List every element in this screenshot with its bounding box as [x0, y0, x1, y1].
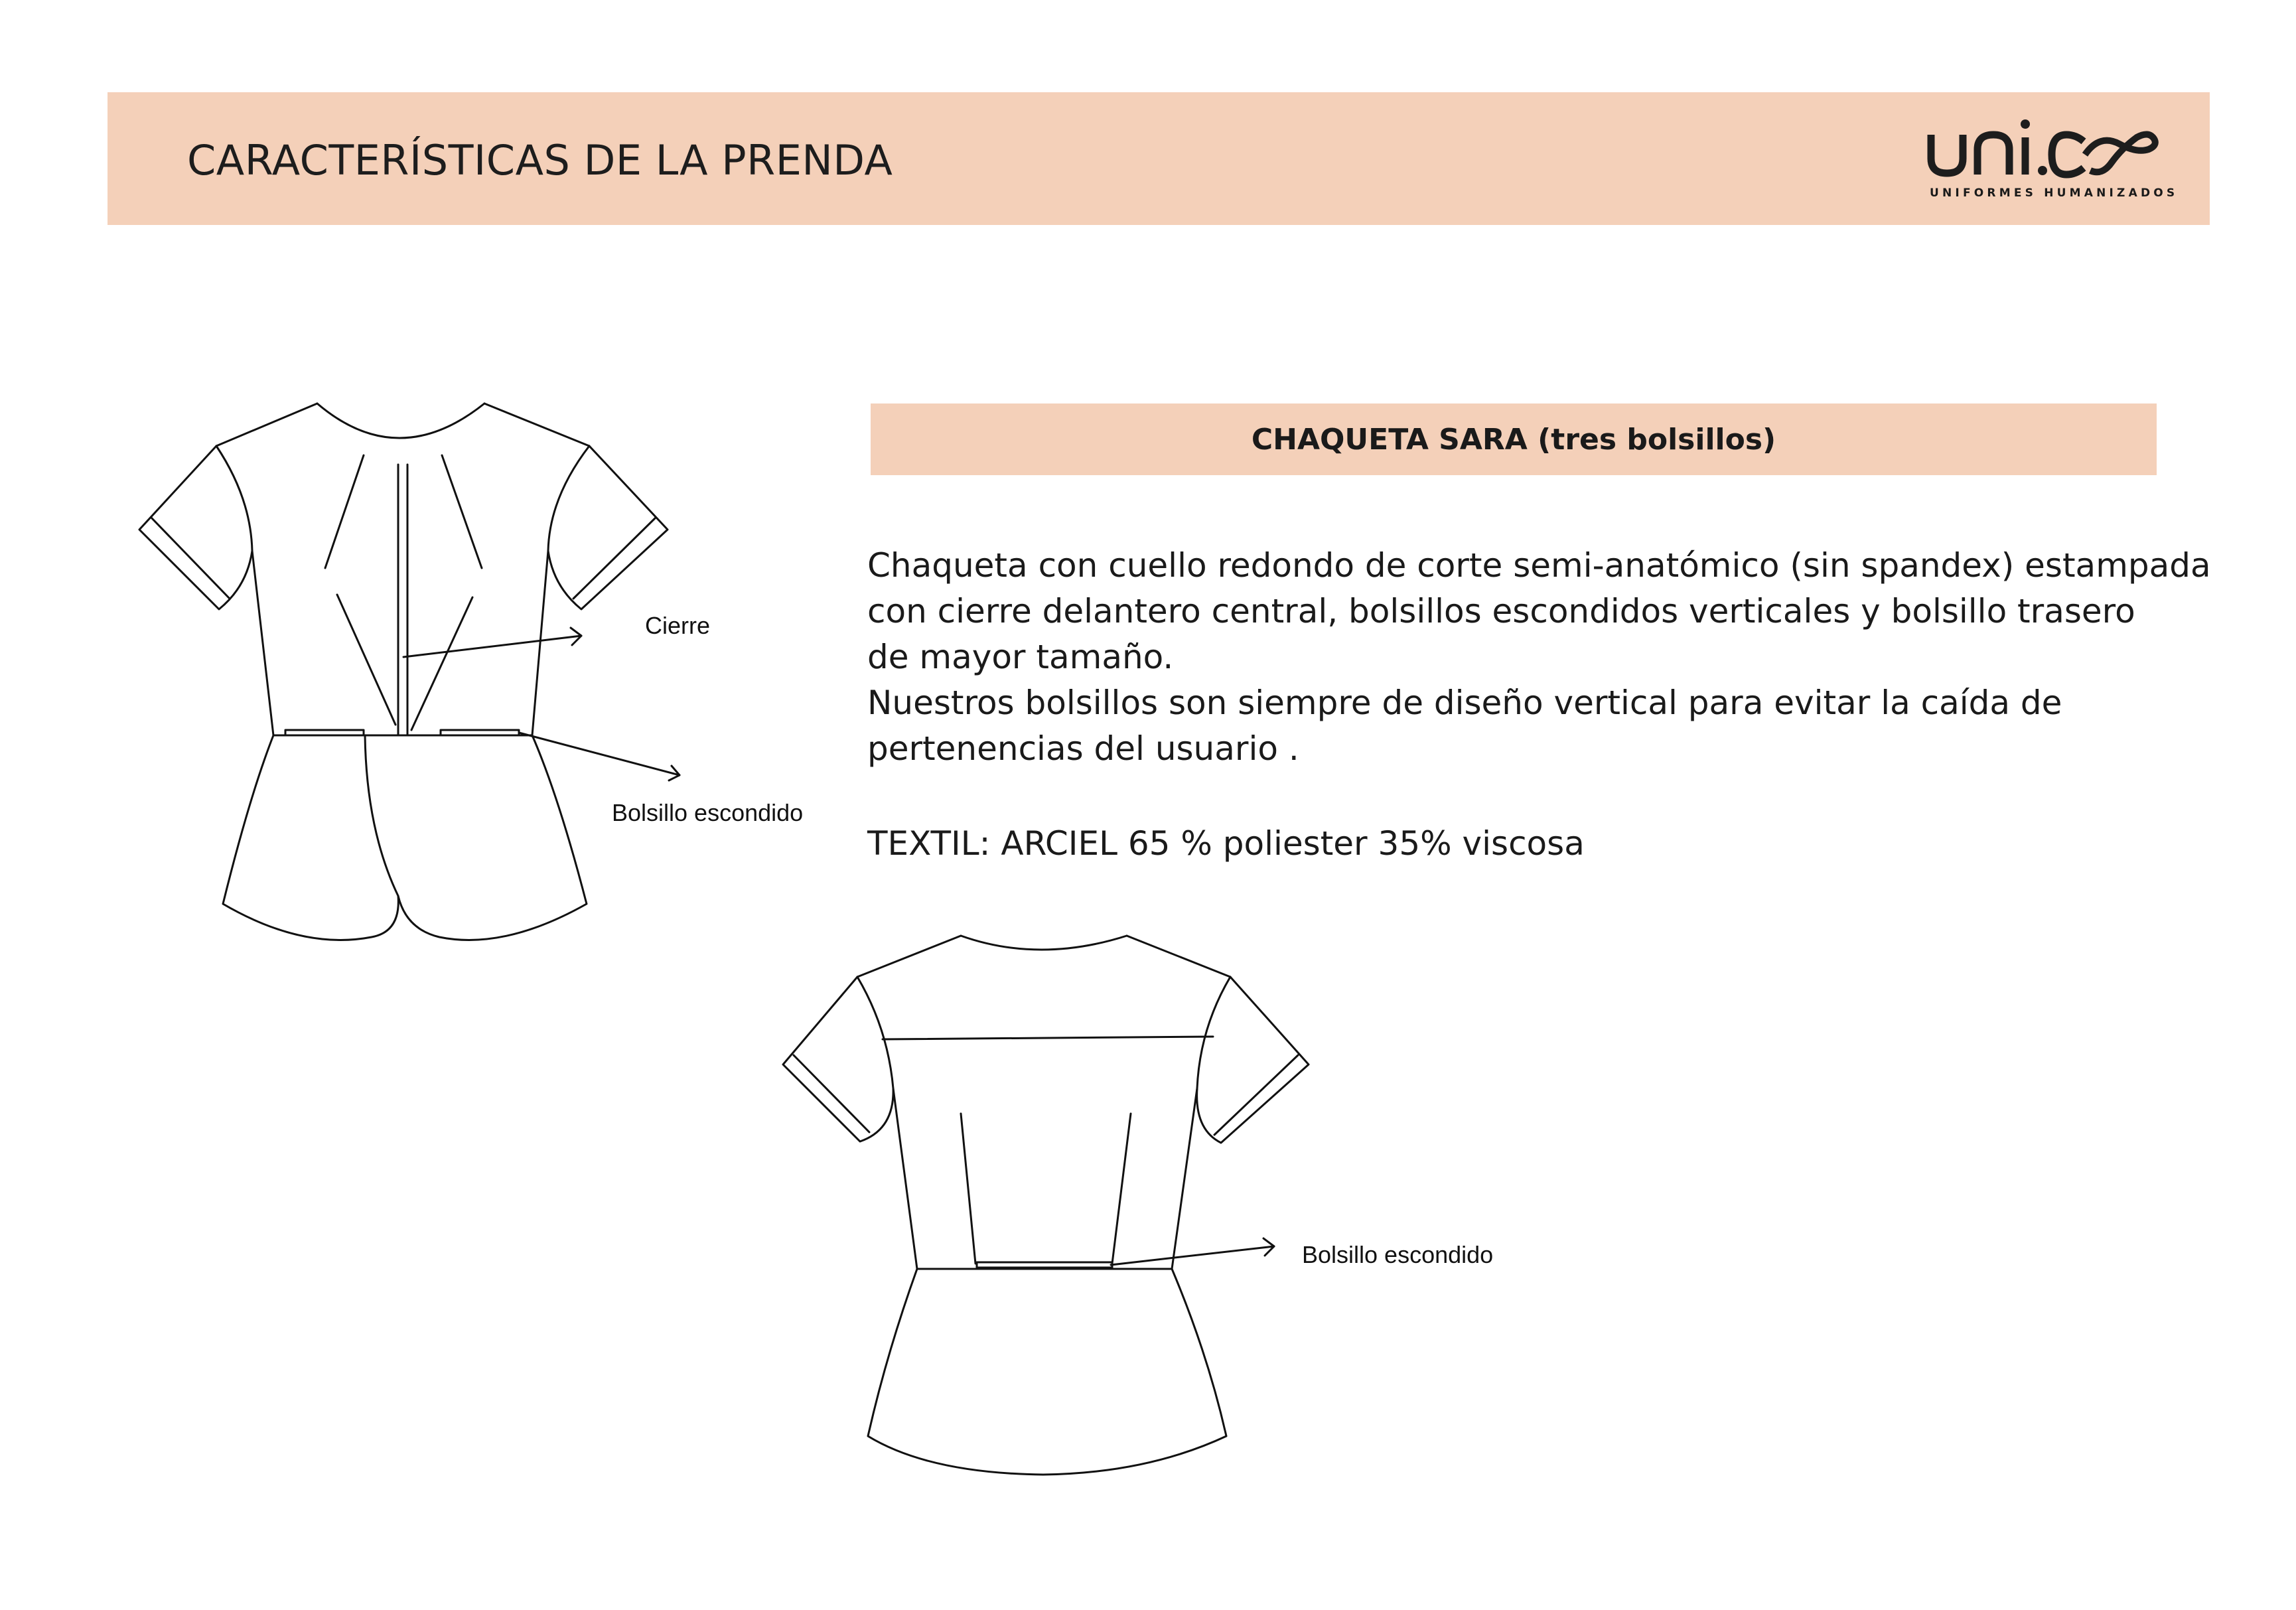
textile-composition: TEXTIL: ARCIEL 65 % poliester 35% viscosa	[867, 824, 1585, 863]
description-line: Chaqueta con cuello redondo de corte semi-anatómico (sin spandex) estampada	[867, 546, 2211, 585]
front-pocket-label: Bolsillo escondido	[612, 799, 804, 826]
description-line: pertenencias del usuario .	[867, 729, 1299, 768]
back-pocket-label: Bolsillo escondido	[1302, 1241, 1494, 1268]
product-title: CHAQUETA SARA (tres bolsillos)	[1251, 422, 1776, 457]
description-line: con cierre delantero central, bolsillos escondidos verticales y bolsillo trasero	[867, 592, 2135, 630]
description-line: de mayor tamaño.	[867, 638, 1174, 676]
logo-tagline: UNIFORMES HUMANIZADOS	[1930, 186, 2179, 200]
zipper-label: Cierre	[645, 612, 711, 639]
page-title: CARACTERÍSTICAS DE LA PRENDA	[187, 136, 893, 184]
description-line: Nuestros bolsillos son siempre de diseño vertical para evitar la caída de	[867, 684, 2062, 722]
